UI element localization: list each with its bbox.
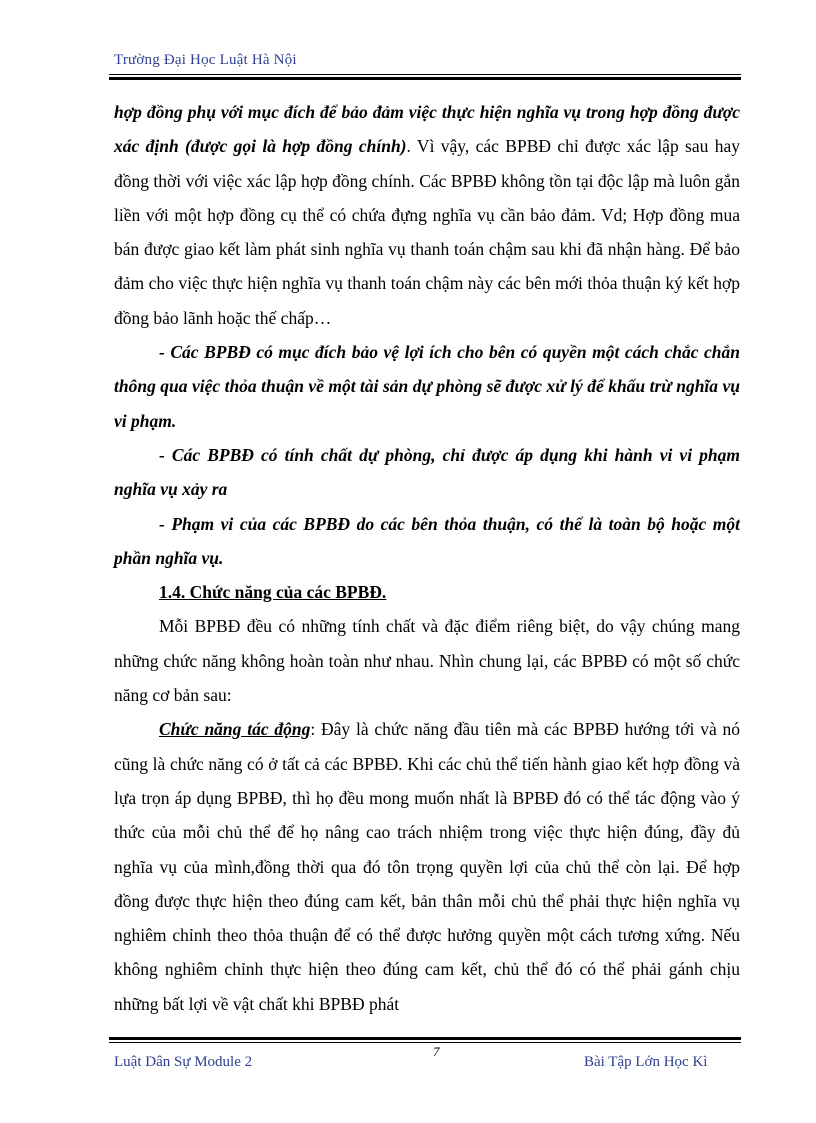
header-divider-thick <box>109 77 741 80</box>
section-heading-wrapper <box>114 575 740 609</box>
paragraph-3-text: : Đây là chức năng đầu tiên mà các BPBĐ hướng tới và nó cũng là chức năng có ở tất cả các BPBĐ. Khi các chủ thể tiến hành giao kết hợp đồng và lựa trọn áp dụng BPBĐ, thì họ đều mong muốn nhất là BPBĐ đó có thể tác động vào ý thức của mỗi chủ thể để họ nâng cao trách nhiệm trong việc thực hiện đúng, đầy đủ nghĩa vụ của mình,đồng thời qua đó tôn trọng quyền lợi của chủ thể còn lại. Để hợp đồng được thực hiện theo đúng cam kết, bản thân mỗi chủ thể phải thực hiện nghĩa vụ nghiêm chỉnh theo thỏa thuận để có thể được hưởng quyền một cách tương xứng. Nếu không nghiêm chỉnh thực hiện theo đúng cam kết, chủ thể đó có thể phải gánh chịu những bất lợi về vật chất khi BPBĐ phát <box>114 719 741 1014</box>
paragraph-3 <box>114 712 740 1021</box>
section-heading: 1.4. Chức năng của các BPBĐ. <box>159 582 387 603</box>
paragraph-2: Mỗi BPBĐ đều có những tính chất và đặc điểm riêng biệt, do vậy chúng mang những chức năng không hoàn toàn như nhau. Nhìn chung lại, các BPBĐ có một số chức năng cơ bản sau: <box>114 616 740 706</box>
bullet-3: - Phạm vi của các BPBĐ do các bên thỏa thuận, có thể là toàn bộ hoặc một phần nghĩa vụ. <box>114 513 740 568</box>
header-school-name: Trường Đại Học Luật Hà Nội <box>114 52 297 68</box>
bullet-1: - Các BPBĐ có mục đích bảo vệ lợi ích cho bên có quyền một cách chắc chắn thông qua việc thỏa thuận về một tài sản dự phòng sẽ được xử lý để khấu trừ nghĩa vụ vi phạm. <box>114 342 740 431</box>
paragraph-1-text: . Vì vậy, các BPBĐ chỉ được xác lập sau hay đồng thời với việc xác lập hợp đồng chính. Các BPBĐ không tồn tại độc lập mà luôn gắn liền với một hợp đồng cụ thể có chứa đựng nghĩa vụ cần bảo đảm. Vd; Hợp đồng mua bán được giao kết làm phát sinh nghĩa vụ thanh toán chậm sau khi đã nhận hàng. Để bảo đảm cho việc thực hiện nghĩa vụ thanh toán chậm này các bên mới thỏa thuận ký kết hợp đồng bảo lãnh hoặc thế chấp… <box>114 136 740 328</box>
footer-divider-thin <box>109 1042 741 1043</box>
header-divider-thin <box>109 74 741 75</box>
page-number: 7 <box>433 1044 440 1059</box>
footer-divider-thick <box>109 1037 741 1040</box>
paragraph-1-emphasis: hợp đồng phụ với mục đích để bảo đảm việc thực hiện nghĩa vụ trong hợp đồng được xác định (được gọi là hợp đồng chính) <box>114 102 740 157</box>
bullet-2: - Các BPBĐ có tính chất dự phòng, chỉ được áp dụng khi hành vi vi phạm nghĩa vụ xảy ra <box>114 444 740 500</box>
footer-course-name: Luật Dân Sự Module 2 <box>114 1054 253 1070</box>
document-body <box>114 95 740 1021</box>
paragraph-3-term: Chức năng tác động <box>159 719 311 740</box>
footer-assignment-name: Bài Tập Lớn Học Kì <box>584 1054 708 1070</box>
paragraph-1 <box>114 95 740 335</box>
